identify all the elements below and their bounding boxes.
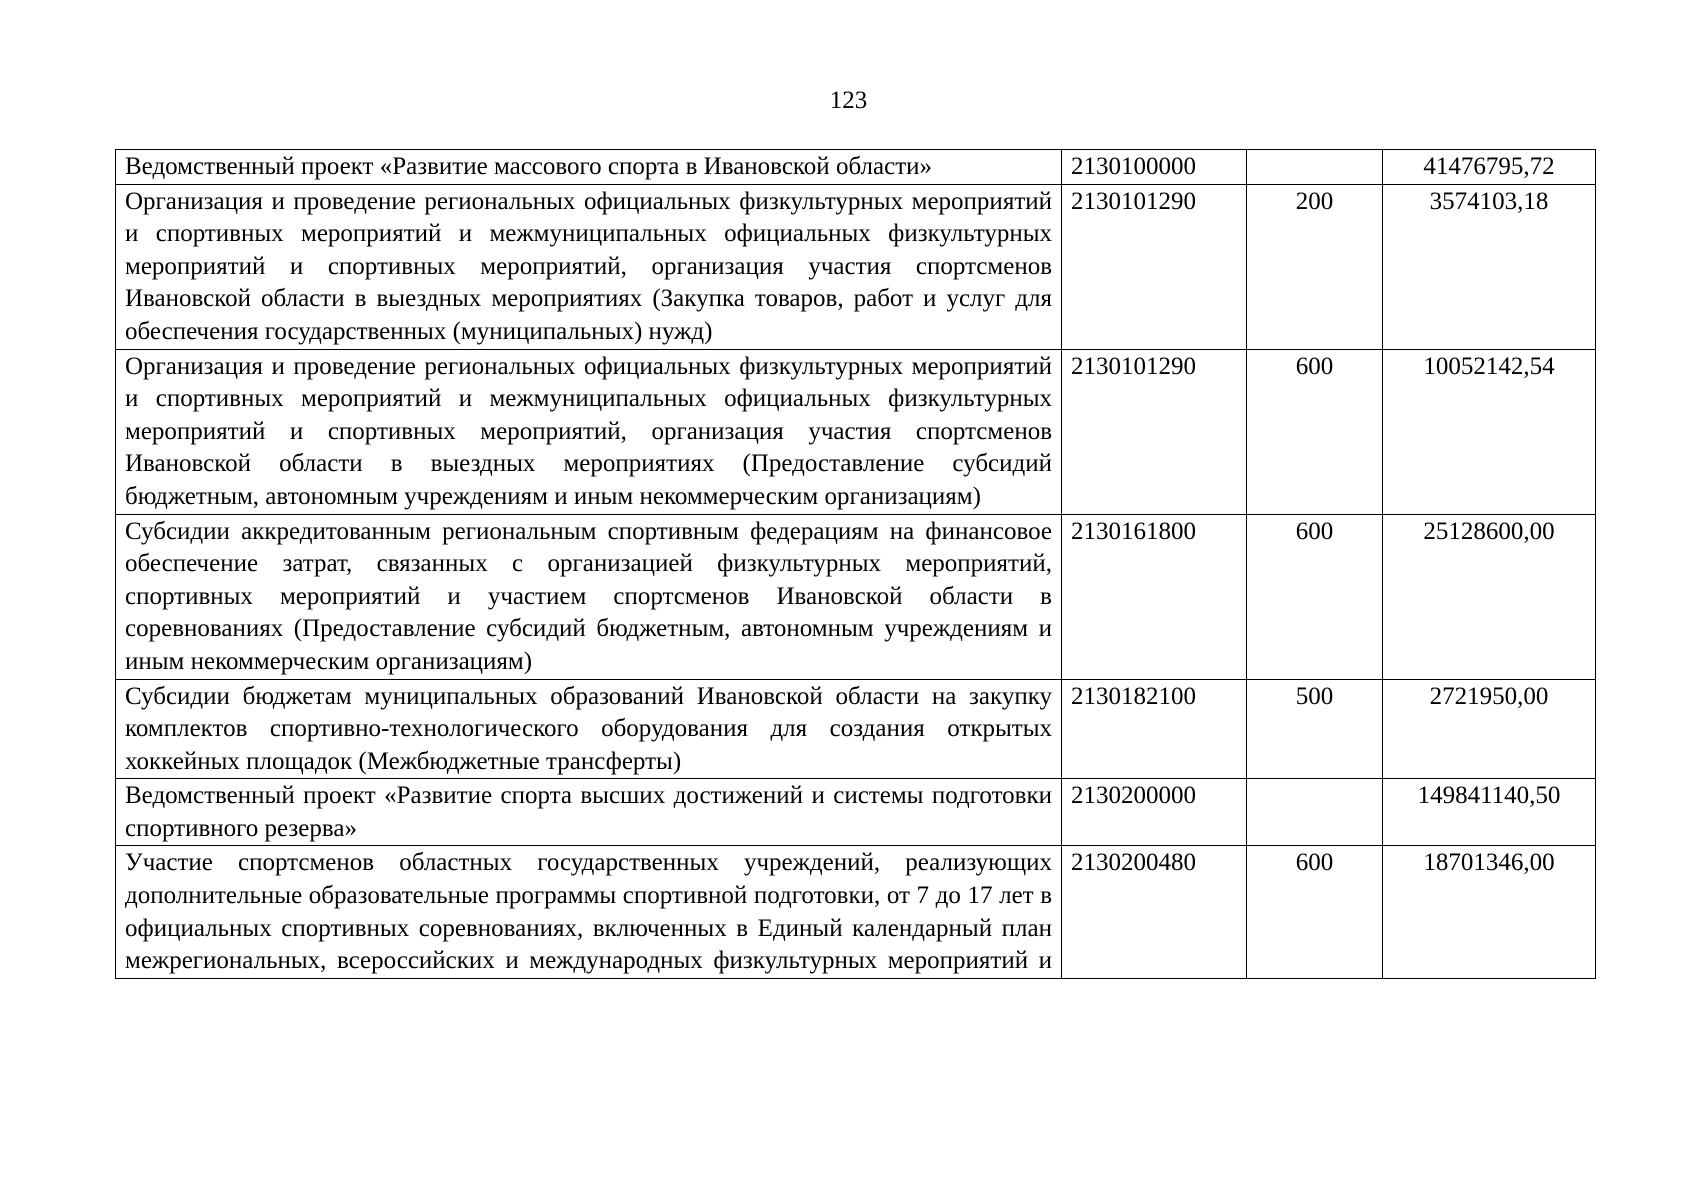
row-description: Субсидии аккредитованным региональным спортивным федерациям на финансовое обеспечение затрат, связанных с организацией физкультурных мероприятий, спортивных мероприятий и участием спортсменов Ивановской области в соревнованиях (Предоставление субсидий бюджетным, автономным учреждениям и иным некоммерческим организациям) — [116, 514, 1062, 679]
row-amount: 41476795,72 — [1383, 150, 1596, 185]
table-row — [116, 679, 1596, 779]
row-description: Ведомственный проект «Развитие массового спорта в Ивановской области» — [116, 150, 1062, 185]
row-target-code: 2130200480 — [1062, 846, 1247, 978]
row-target-code: 2130101290 — [1062, 184, 1247, 349]
row-description: Организация и проведение региональных официальных физкультурных мероприятий и спортивных мероприятий и межмуниципальных официальных физкультурных мероприятий и спортивных мероприятий, организация участия спортсменов Ивановской области в выездных мероприятиях (Закупка товаров, работ и услуг для обеспечения государственных (муниципальных) нужд) — [116, 184, 1062, 349]
row-target-code: 2130200000 — [1062, 779, 1247, 846]
budget-table — [115, 149, 1596, 979]
table-row — [116, 846, 1596, 978]
row-description: Участие спортсменов областных государственных учреждений, реализующих дополнительные образовательные программы спортивной подготовки, от 7 до 17 лет в официальных спортивных соревнованиях, включенных в Единый календарный план межрегиональных, всероссийских и международных физкультурных мероприятий и — [116, 846, 1062, 978]
row-description: Субсидии бюджетам муниципальных образований Ивановской области на закупку комплектов спортивно-технологического оборудования для создания открытых хоккейных площадок (Межбюджетные трансферты) — [116, 679, 1062, 779]
row-expense-type — [1247, 150, 1383, 185]
table-row — [116, 349, 1596, 514]
row-target-code: 2130101290 — [1062, 349, 1247, 514]
row-amount: 10052142,54 — [1383, 349, 1596, 514]
page-number: 123 — [829, 87, 868, 114]
row-amount: 2721950,00 — [1383, 679, 1596, 779]
row-description: Организация и проведение региональных официальных физкультурных мероприятий и спортивных мероприятий и межмуниципальных официальных физкультурных мероприятий и спортивных мероприятий, организация участия спортсменов Ивановской области в выездных мероприятиях (Предоставление субсидий бюджетным, автономным учреждениям и иным некоммерческим организациям) — [116, 349, 1062, 514]
row-expense-type — [1247, 779, 1383, 846]
row-amount: 3574103,18 — [1383, 184, 1596, 349]
row-amount: 25128600,00 — [1383, 514, 1596, 679]
row-amount: 18701346,00 — [1383, 846, 1596, 978]
row-expense-type: 600 — [1247, 514, 1383, 679]
row-target-code: 2130182100 — [1062, 679, 1247, 779]
row-description: Ведомственный проект «Развитие спорта высших достижений и системы подготовки спортивного резерва» — [116, 779, 1062, 846]
row-target-code: 2130161800 — [1062, 514, 1247, 679]
row-target-code: 2130100000 — [1062, 150, 1247, 185]
row-amount: 149841140,50 — [1383, 779, 1596, 846]
table-row — [116, 150, 1596, 185]
row-expense-type: 600 — [1247, 349, 1383, 514]
table-row — [116, 779, 1596, 846]
row-expense-type: 500 — [1247, 679, 1383, 779]
row-expense-type: 600 — [1247, 846, 1383, 978]
table-row — [116, 514, 1596, 679]
table-row — [116, 184, 1596, 349]
row-expense-type: 200 — [1247, 184, 1383, 349]
